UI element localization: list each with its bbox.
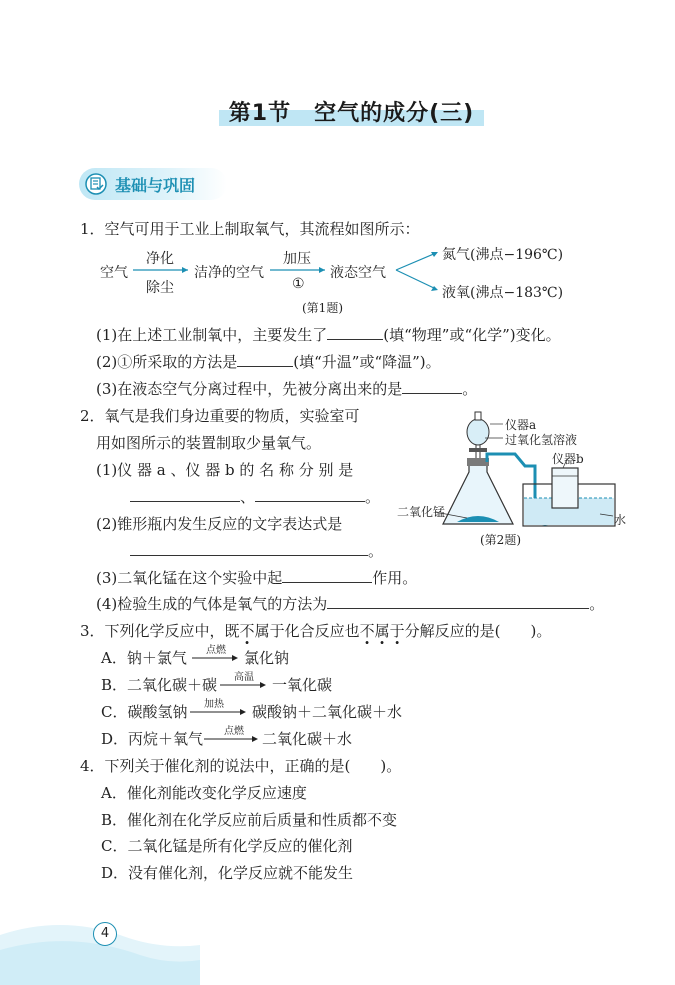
q2-sub2: (2)锥形瓶内发生反应的文字表达式是 bbox=[96, 515, 343, 533]
q2-sub2-blank: 。 bbox=[130, 541, 383, 561]
flow-step2-bottom: ① bbox=[292, 276, 305, 292]
flow-arrows bbox=[0, 240, 600, 310]
q1-stem: 1．空气可用于工业上制取氧气，其流程如图所示： bbox=[80, 220, 420, 238]
q3-option-c-right: 碳酸钠＋二氧化碳＋水 bbox=[252, 703, 403, 721]
q3-option-a-condition: 点燃 bbox=[206, 645, 226, 656]
q2-sub1-blanks: 、 。 bbox=[130, 487, 380, 507]
fig-label-water: 水 bbox=[614, 513, 627, 527]
q3-option-a-right: 氯化钠 bbox=[244, 649, 290, 667]
fig-label-b: 仪器b bbox=[552, 452, 584, 466]
q2-caption: (第2题) bbox=[480, 533, 521, 547]
q4-option-c: C．二氧化锰是所有化学反应的催化剂 bbox=[101, 837, 353, 855]
section-badge bbox=[79, 168, 227, 200]
q3-stem: 3．下列化学反应中，既不属于化合反应也不属于分解反应的是( )。 bbox=[80, 622, 552, 640]
q3-option-c-left: C．碳酸氢钠 bbox=[101, 703, 188, 721]
q2-sub1: (1)仪 器 a 、仪 器 b 的 名 称 分 别 是 bbox=[96, 461, 354, 479]
q3-option-d-right: 二氧化碳＋水 bbox=[262, 730, 353, 748]
q3-option-b-arrow bbox=[220, 681, 268, 689]
q3-option-d-left: D．丙烷＋氧气 bbox=[101, 730, 204, 748]
q3-option-c-arrow bbox=[190, 708, 250, 716]
fig-label-mno2: 二氧化锰 bbox=[397, 505, 446, 519]
q4-stem: 4．下列关于催化剂的说法中，正确的是( )。 bbox=[80, 757, 402, 775]
page-title-block bbox=[219, 96, 484, 126]
q1-sub2: (2)①所采取的方法是 (填“升温”或“降温”)。 bbox=[96, 353, 441, 371]
page-title: 第1节 空气的成分(三) bbox=[228, 101, 475, 126]
q3-option-d-arrow bbox=[204, 735, 262, 743]
flow-step1-bottom: 除尘 bbox=[146, 280, 174, 296]
section-label: 基础与巩固 bbox=[115, 176, 196, 195]
flow-air: 空气 bbox=[100, 265, 128, 281]
q3-option-d-condition: 点燃 bbox=[224, 726, 244, 737]
q1-caption: (第1题) bbox=[302, 301, 343, 315]
q2-stem-line1: 2．氧气是我们身边重要的物质，实验室可 bbox=[80, 407, 360, 425]
q3-option-b-left: B．二氧化碳＋碳 bbox=[101, 676, 218, 694]
q2-stem-line2: 用如图所示的装置制取少量氧气。 bbox=[96, 434, 322, 452]
fig-label-a: 仪器a bbox=[505, 418, 537, 432]
checklist-icon bbox=[85, 173, 107, 195]
page-number: 4 bbox=[93, 922, 117, 946]
q3-option-a-arrow bbox=[192, 654, 240, 662]
flow-out-nitrogen: 氮气(沸点−196℃) bbox=[442, 247, 564, 263]
q3-option-b-right: 一氧化碳 bbox=[272, 676, 333, 694]
q4-option-a: A．催化剂能改变化学反应速度 bbox=[101, 784, 307, 802]
flow-liquid-air: 液态空气 bbox=[330, 265, 386, 281]
flow-step1-top: 净化 bbox=[146, 251, 174, 267]
flow-step2-top: 加压 bbox=[283, 251, 311, 267]
q2-sub4: (4)检验生成的气体是氧气的方法为 。 bbox=[96, 595, 605, 613]
q1-sub1: (1)在上述工业制氧中，主要发生了 (填“物理”或“化学”)变化。 bbox=[96, 326, 561, 344]
q3-option-a-left: A．钠＋氯气 bbox=[101, 649, 187, 667]
q1-sub3: (3)在液态空气分离过程中，先被分离出来的是 。 bbox=[96, 380, 478, 398]
q4-option-b: B．催化剂在化学反应前后质量和性质都不变 bbox=[101, 811, 398, 829]
flow-clean-air: 洁净的空气 bbox=[194, 265, 264, 281]
q3-option-c-condition: 加热 bbox=[204, 699, 224, 710]
fig-label-h2o2: 过氧化氢溶液 bbox=[505, 433, 578, 447]
q2-sub3: (3)二氧化锰在这个实验中起 作用。 bbox=[96, 569, 418, 587]
flow-out-oxygen: 液氧(沸点−183℃) bbox=[442, 285, 564, 301]
q3-option-b-condition: 高温 bbox=[234, 672, 254, 683]
q4-option-d: D．没有催化剂，化学反应就不能发生 bbox=[101, 864, 354, 882]
